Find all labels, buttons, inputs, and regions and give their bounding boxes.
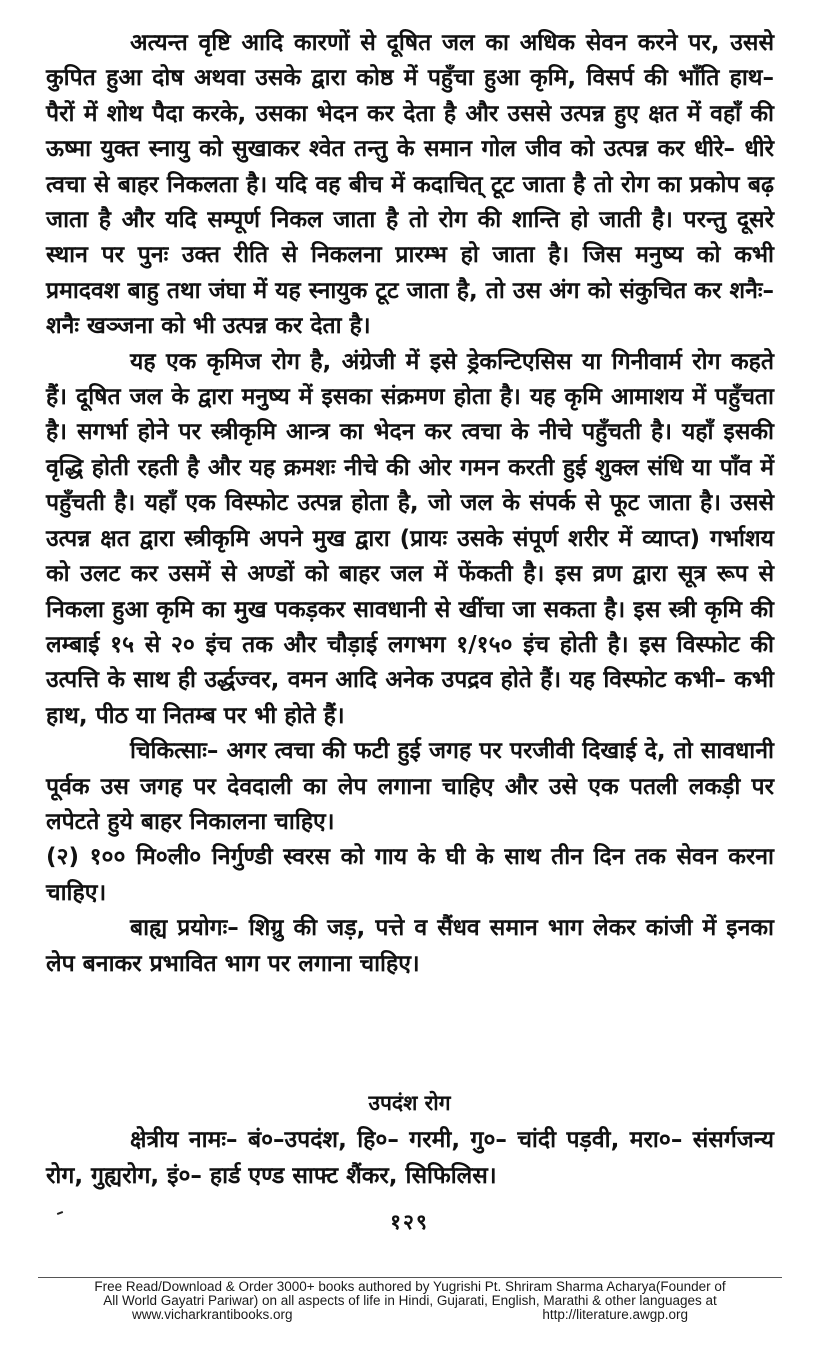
footer-urls xyxy=(38,1308,782,1322)
external-use-text: शिग्रु की जड़, पत्ते व सैंधव समान भाग लेकर कांजी में इनका लेप बनाकर प्रभावित भाग पर लगाना चाहिए। xyxy=(46,915,774,977)
treatment-text: अगर त्वचा की फटी हुई जगह पर परजीवी दिखाई दे, तो सावधानी पूर्वक उस जगह पर देवदाली का लेप लगाना चाहिए और उसे एक पतली लकड़ी पर लपेटते हुये बाहर निकालना चाहिए। xyxy=(46,738,774,835)
footer-divider xyxy=(38,1277,782,1278)
page-number: १२९ xyxy=(390,1210,429,1234)
paragraph-treatment-2: (२) १०० मि०ली० निर्गुण्डी स्वरस को गाय के घी के साथ तीन दिन तक सेवन करना चाहिए। xyxy=(46,844,774,906)
body-text xyxy=(46,26,774,982)
treatment-label: चिकित्साः– xyxy=(130,738,219,765)
regional-names-label: क्षेत्रीय नामः– xyxy=(130,1127,238,1153)
paragraph-external-use xyxy=(46,911,774,982)
footer-line-1: Free Read/Download & Order 3000+ books authored by Yugrishi Pt. Shriram Sharma Acharya(Founder of xyxy=(94,1279,726,1294)
paragraph-guinea-worm-cause: अत्यन्त वृष्टि आदि कारणों से दूषित जल का अधिक सेवन करने पर, उससे कुपित हुआ दोष अथवा उसके द्वारा कोष्ठ में पहुँचा हुआ कृमि, विसर्प की भाँति हाथ– पैरों में शोथ पैदा करके, उसका भेदन कर देता है और उससे उत्पन्न हुए क्षत में वहाँ की ऊष्मा युक्त स्नायु को सुखाकर श्वेत तन्तु के समान गोल जीव को उत्पन्न कर धीरे– धीरे त्वचा से बाहर निकलता है। यदि वह बीच में कदाचित् टूट जाता है तो रोग का प्रकोप बढ़ जाता है और यदि सम्पूर्ण निकल जाता है तो रोग की शान्ति हो जाती है। परन्तु दूसरे स्थान पर पुनः उक्त रीति से निकलना प्रारम्भ हो जाता है। जिस मनुष्य को कभी प्रमादवश बाहु तथा जंघा में यह स्नायुक टूट जाता है, तो उस अंग को संकुचित कर शनैः–शनैः खञ्जना को भी उत्पन्न कर देता है। xyxy=(46,30,774,340)
footer xyxy=(38,1280,782,1322)
paragraph-regional-names xyxy=(46,1122,774,1194)
paragraph-guinea-worm-description: यह एक कृमिज रोग है, अंग्रेजी में इसे ड्रेकन्टिएसिस या गिनीवार्म रोग कहते हैं। दूषित जल के द्वारा मनुष्य में इसका संक्रमण होता है। यह कृमि आमाशय में पहुँचता है। सगर्भा होने पर स्त्रीकृमि आन्त्र का भेदन कर त्वचा के नीचे पहुँचती है। यहाँ इसकी वृद्धि होती रहती है और यह क्रमशः नीचे की ओर गमन करती हुई शुक्ल संधि या पाँव में पहुँचती है। यहाँ एक विस्फोट उत्पन्न होता है, जो जल के संपर्क से फूट जाता है। उससे उत्पन्न क्षत द्वारा स्त्रीकृमि अपने मुख द्वारा (प्रायः उसके संपूर्ण शरीर में व्याप्त) गर्भाशय को उलट कर उसमें से अण्डों को बाहर जल में फेंकती है। इस व्रण द्वारा सूत्र रूप से निकला हुआ कृमि का मुख पकड़कर सावधानी से खींचा जा सकता है। इस स्त्री कृमि की लम्बाई १५ से २० इंच तक और चौड़ाई लगभग १/१५० इंच होती है। इस विस्फोट की उत्पत्ति के साथ ही उर्द्धज्वर, वमन आदि अनेक उपद्रव होते हैं। यह विस्फोट कभी– कभी हाथ, पीठ या नितम्ब पर भी होते हैं। xyxy=(46,348,774,729)
footer-url-awgp[interactable]: http://literature.awgp.org xyxy=(542,1307,688,1322)
external-use-label: बाह्य प्रयोगः– xyxy=(130,915,239,942)
section-title: उपदंश रोग xyxy=(368,1091,451,1115)
footer-url-vicharkranti[interactable]: www.vicharkrantibooks.org xyxy=(132,1307,293,1322)
footer-line-2: All World Gayatri Pariwar) on all aspects of life in Hindi, Gujarati, English, Marathi & other languages at xyxy=(103,1293,717,1308)
paragraph-treatment xyxy=(46,734,774,840)
regional-names xyxy=(46,1122,774,1194)
regional-names-text: बं०–उपदंश, हि०– गरमी, गु०– चांदी पड़वी, मरा०– संसर्गजन्य रोग, गुह्यरोग, इं०– हार्ड एण्ड साफ्ट शैंकर, सिफिलिस। xyxy=(46,1127,774,1189)
